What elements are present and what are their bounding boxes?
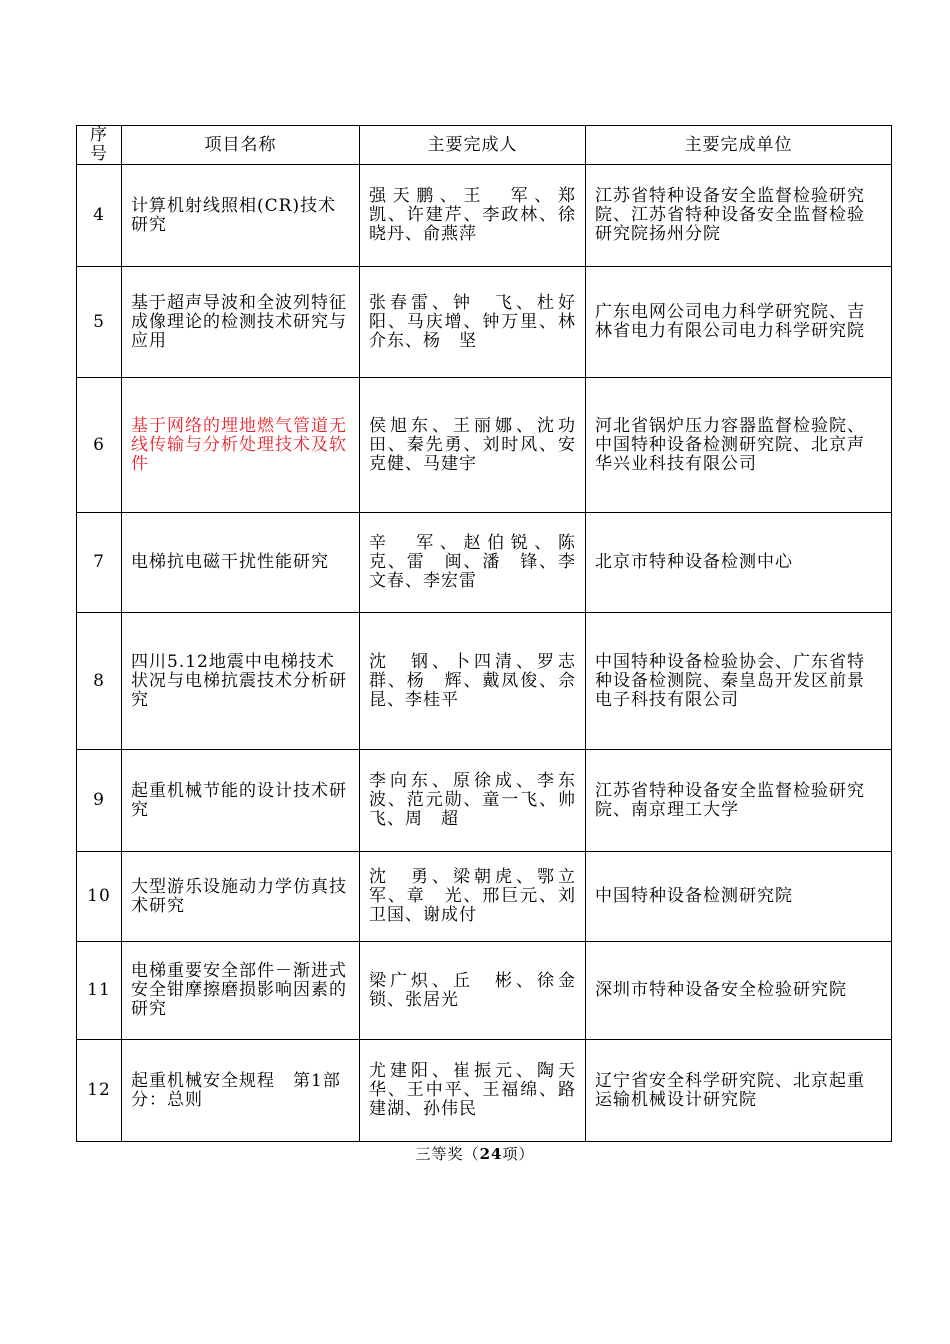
- row-project-name: 计算机射线照相(CR)技术研究: [122, 165, 360, 267]
- row-people: 李向东、原徐成、李东波、范元勋、童一飞、帅 飞、周 超: [360, 750, 586, 852]
- table-row: [77, 852, 892, 942]
- row-project-name: 起重机械安全规程 第1部分：总则: [122, 1040, 360, 1142]
- header-project-name: 项目名称: [122, 126, 360, 165]
- row-units: 中国特种设备检测研究院: [586, 852, 892, 942]
- row-project-name: 基于网络的埋地燃气管道无线传输与分析处理技术及软件: [122, 378, 360, 513]
- table-row: [77, 165, 892, 267]
- header-main-people: 主要完成人: [360, 126, 586, 165]
- table-row: [77, 942, 892, 1040]
- awards-table: [76, 125, 892, 1142]
- row-project-name: 电梯抗电磁干扰性能研究: [122, 513, 360, 613]
- caption-prefix: 三等奖（: [415, 1145, 480, 1163]
- row-index: 11: [77, 942, 122, 1040]
- row-units: 江苏省特种设备安全监督检验研究院、江苏省特种设备安全监督检验研究院扬州分院: [586, 165, 892, 267]
- row-units: 河北省锅炉压力容器监督检验院、中国特种设备检测研究院、北京声华兴业科技有限公司: [586, 378, 892, 513]
- row-project-name: 起重机械节能的设计技术研究: [122, 750, 360, 852]
- table-row: [77, 267, 892, 378]
- row-index: 10: [77, 852, 122, 942]
- caption-count: 24: [479, 1145, 503, 1163]
- row-people: 尤建阳、崔振元、陶天华、王中平、王福绵、路建湖、孙伟民: [360, 1040, 586, 1142]
- row-people: 沈 勇、梁朝虎、鄂立军、章 光、邢巨元、刘卫国、谢成付: [360, 852, 586, 942]
- row-units: 北京市特种设备检测中心: [586, 513, 892, 613]
- row-people: 侯旭东、王丽娜、沈功田、秦先勇、刘时风、安克健、马建宇: [360, 378, 586, 513]
- row-units: 江苏省特种设备安全监督检验研究院、南京理工大学: [586, 750, 892, 852]
- row-people: 强天鹏、王 军、郑 凯、许建芹、李政林、徐晓丹、俞燕萍: [360, 165, 586, 267]
- table-row: [77, 1040, 892, 1142]
- row-units: 广东电网公司电力科学研究院、吉林省电力有限公司电力科学研究院: [586, 267, 892, 378]
- table-row: [77, 513, 892, 613]
- row-project-name: 大型游乐设施动力学仿真技术研究: [122, 852, 360, 942]
- header-main-units: 主要完成单位: [586, 126, 892, 165]
- row-units: 中国特种设备检验协会、广东省特种设备检测院、秦皇岛开发区前景电子科技有限公司: [586, 613, 892, 750]
- row-project-name: 电梯重要安全部件－渐进式安全钳摩擦磨损影响因素的研究: [122, 942, 360, 1040]
- row-index: 6: [77, 378, 122, 513]
- row-index: 9: [77, 750, 122, 852]
- table-row: [77, 613, 892, 750]
- row-units: 深圳市特种设备安全检验研究院: [586, 942, 892, 1040]
- table-row: [77, 750, 892, 852]
- row-people: 辛 军、赵伯锐、陈 克、雷 闽、潘 锋、李文春、李宏雷: [360, 513, 586, 613]
- row-index: 5: [77, 267, 122, 378]
- row-index: 12: [77, 1040, 122, 1142]
- row-project-name: 基于超声导波和全波列特征成像理论的检测技术研究与应用: [122, 267, 360, 378]
- row-project-name: 四川5.12地震中电梯技术状况与电梯抗震技术分析研究: [122, 613, 360, 750]
- table-row: [77, 378, 892, 513]
- row-people: 张春雷、钟 飞、杜好阳、马庆增、钟万里、林介东、杨 坚: [360, 267, 586, 378]
- header-index: 序 号: [77, 126, 122, 165]
- row-index: 4: [77, 165, 122, 267]
- row-units: 辽宁省安全科学研究院、北京起重运输机械设计研究院: [586, 1040, 892, 1142]
- row-index: 8: [77, 613, 122, 750]
- table-header-row: [77, 126, 892, 165]
- caption-suffix: 项）: [502, 1145, 535, 1163]
- row-people: 沈 钢、卜四清、罗志群、杨 辉、戴凤俊、佘 昆、李桂平: [360, 613, 586, 750]
- row-people: 梁广炽、丘 彬、徐金锁、张居光: [360, 942, 586, 1040]
- row-index: 7: [77, 513, 122, 613]
- third-prize-caption: [0, 1143, 950, 1164]
